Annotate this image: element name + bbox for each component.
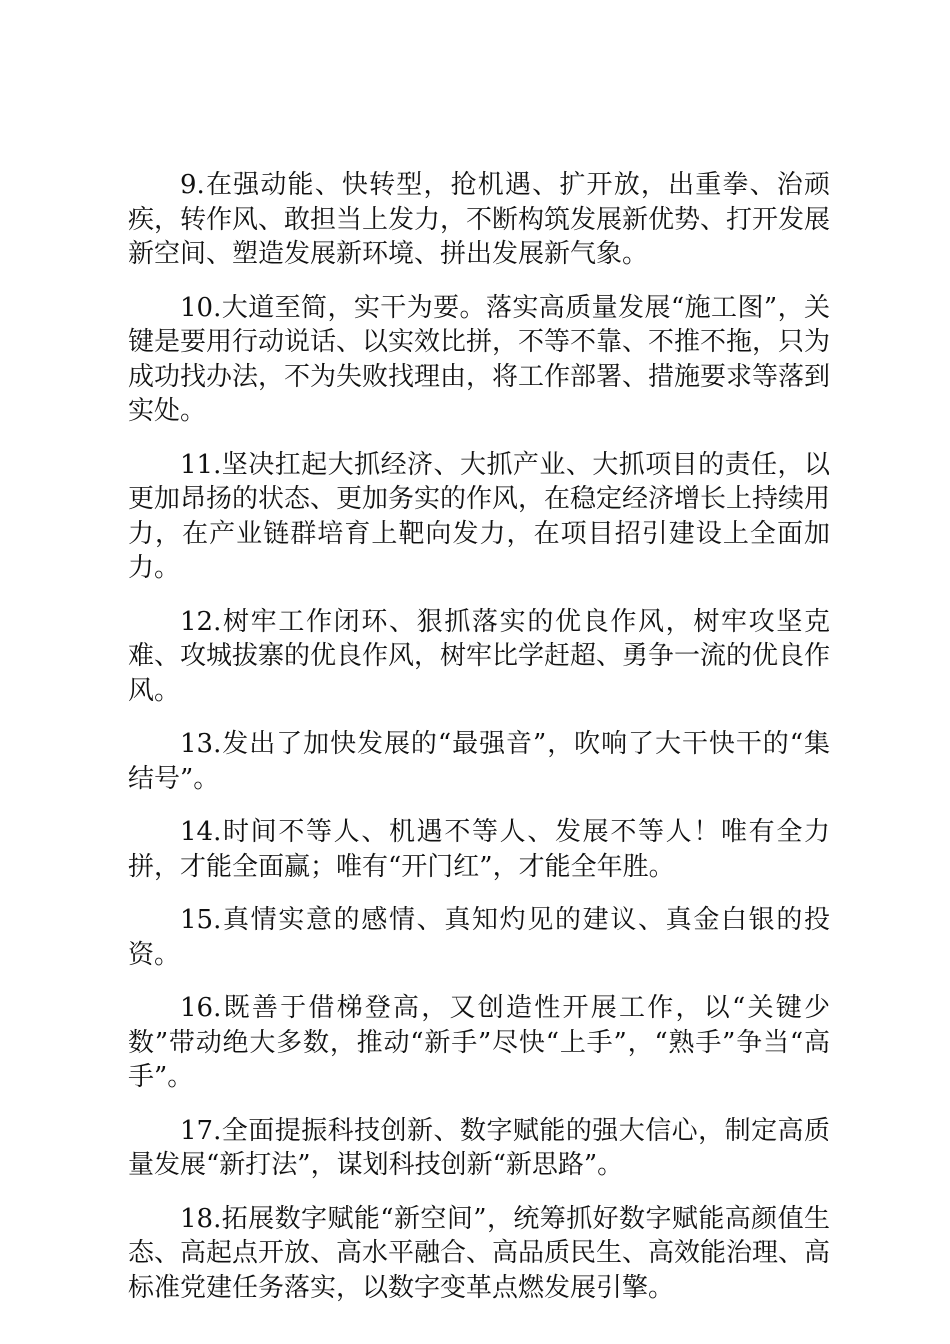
- paragraph-14: 14.时间不等人、机遇不等人、发展不等人！唯有全力拼，才能全面赢；唯有“开门红”，才能全年胜。: [128, 817, 830, 882]
- paragraph-11: 11.坚决扛起大抓经济、大抓产业、大抓项目的责任，以更加昂扬的状态、更加务实的作风，在稳定经济增长上持续用力，在产业链群培育上靶向发力，在项目招引建设上全面加力。: [128, 449, 831, 583]
- paragraph-10: 10.大道至简，实干为要。落实高质量发展“施工图”，关键是要用行动说话、以实效比拼，不等不靠、不推不拖，只为成功找办法，不为失败找理由，将工作部署、措施要求等落到实处。: [128, 292, 831, 426]
- paragraph-13: 13.发出了加快发展的“最强音”，吹响了大干快干的“集结号”。: [128, 729, 830, 794]
- paragraph-17: 17.全面提振科技创新、数字赋能的强大信心，制定高质量发展“新打法”，谋划科技创新“新思路”。: [128, 1115, 830, 1180]
- paragraph-15: 15.真情实意的感情、真知灼见的建议、真金白银的投资。: [128, 905, 830, 970]
- document-body: [128, 168, 830, 1324]
- paragraph-12: 12.树牢工作闭环、狠抓落实的优良作风，树牢攻坚克难、攻城拔寨的优良作风，树牢比学赶超、勇争一流的优良作风。: [128, 606, 831, 706]
- paragraph-16: 16.既善于借梯登高，又创造性开展工作，以“关键少数”带动绝大多数，推动“新手”尽快“上手”，“熟手”争当“高手”。: [128, 993, 830, 1092]
- paragraph-18: 18.拓展数字赋能“新空间”，统筹抓好数字赋能高颜值生态、高起点开放、高水平融合、高品质民生、高效能治理、高标准党建任务落实，以数字变革点燃发展引擎。: [128, 1203, 831, 1303]
- paragraph-9: 9.在强动能、快转型，抢机遇、扩开放，出重拳、治顽疾，转作风、敢担当上发力，不断构筑发展新优势、打开发展新空间、塑造发展新环境、拼出发展新气象。: [128, 170, 831, 269]
